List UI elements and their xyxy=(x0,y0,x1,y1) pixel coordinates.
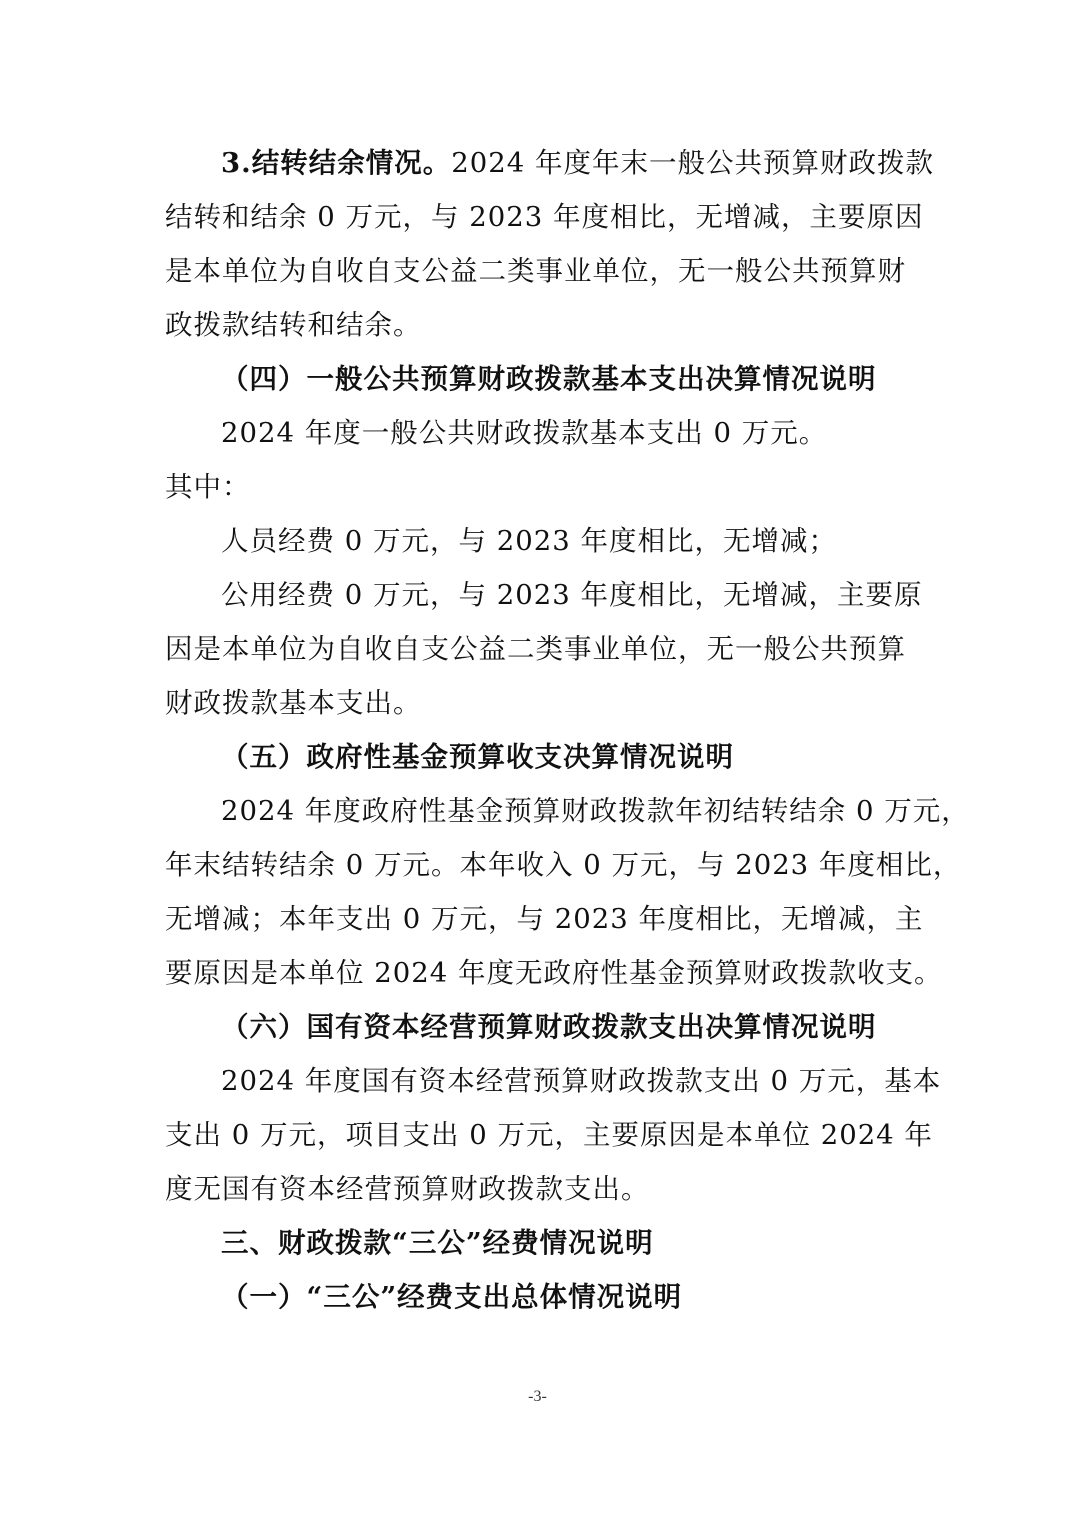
paragraph-carryover-line-3: 是本单位为自收自支公益二类事业单位，无一般公共预算财 xyxy=(165,255,906,287)
paragraph-state-capital-line-2: 支出 0 万元，项目支出 0 万元，主要原因是本单位 2024 年 xyxy=(165,1119,933,1151)
section-heading-6: （六）国有资本经营预算财政拨款支出决算情况说明 xyxy=(221,1011,877,1043)
paragraph-gov-fund-line-2: 年末结转结余 0 万元。本年收入 0 万元，与 2023 年度相比， xyxy=(165,849,962,881)
paragraph-public-expense-line-2: 因是本单位为自收自支公益二类事业单位，无一般公共预算 xyxy=(165,633,906,665)
paragraph-public-expense-line-1: 公用经费 0 万元，与 2023 年度相比，无增减，主要原 xyxy=(221,579,923,611)
paragraph-personnel-expense: 人员经费 0 万元，与 2023 年度相比，无增减； xyxy=(221,525,837,557)
page-number: -3- xyxy=(528,1388,547,1405)
section-heading-three: 三、财政拨款“三公”经费情况说明 xyxy=(221,1227,654,1259)
subsection-heading-three-one: （一）“三公”经费支出总体情况说明 xyxy=(221,1281,683,1313)
paragraph-carryover-line-2: 结转和结余 0 万元，与 2023 年度相比，无增减，主要原因 xyxy=(165,201,924,233)
paragraph-carryover-line-1 xyxy=(165,136,934,190)
section-heading-4: （四）一般公共预算财政拨款基本支出决算情况说明 xyxy=(221,363,877,395)
paragraph-basic-expense-line-1: 2024 年度一般公共财政拨款基本支出 0 万元。 xyxy=(221,417,828,449)
paragraph-text: 2024 年度年末一般公共预算财政拨款 xyxy=(451,147,934,179)
paragraph-gov-fund-line-4: 要原因是本单位 2024 年度无政府性基金预算财政拨款收支。 xyxy=(165,957,943,989)
paragraph-state-capital-line-1: 2024 年度国有资本经营预算财政拨款支出 0 万元，基本 xyxy=(221,1065,942,1097)
section-heading-5: （五）政府性基金预算收支决算情况说明 xyxy=(221,741,734,773)
paragraph-public-expense-line-3: 财政拨款基本支出。 xyxy=(165,687,422,719)
paragraph-state-capital-line-3: 度无国有资本经营预算财政拨款支出。 xyxy=(165,1173,650,1205)
paragraph-carryover-line-4: 政拨款结转和结余。 xyxy=(165,309,422,341)
paragraph-lead-heading: 3.结转结余情况。 xyxy=(221,147,452,179)
paragraph-gov-fund-line-3: 无增减；本年支出 0 万元，与 2023 年度相比，无增减，主 xyxy=(165,903,924,935)
paragraph-gov-fund-line-1: 2024 年度政府性基金预算财政拨款年初结转结余 0 万元， xyxy=(221,795,970,827)
document-body xyxy=(165,136,970,1324)
paragraph-basic-expense-line-2: 其中： xyxy=(165,471,251,503)
